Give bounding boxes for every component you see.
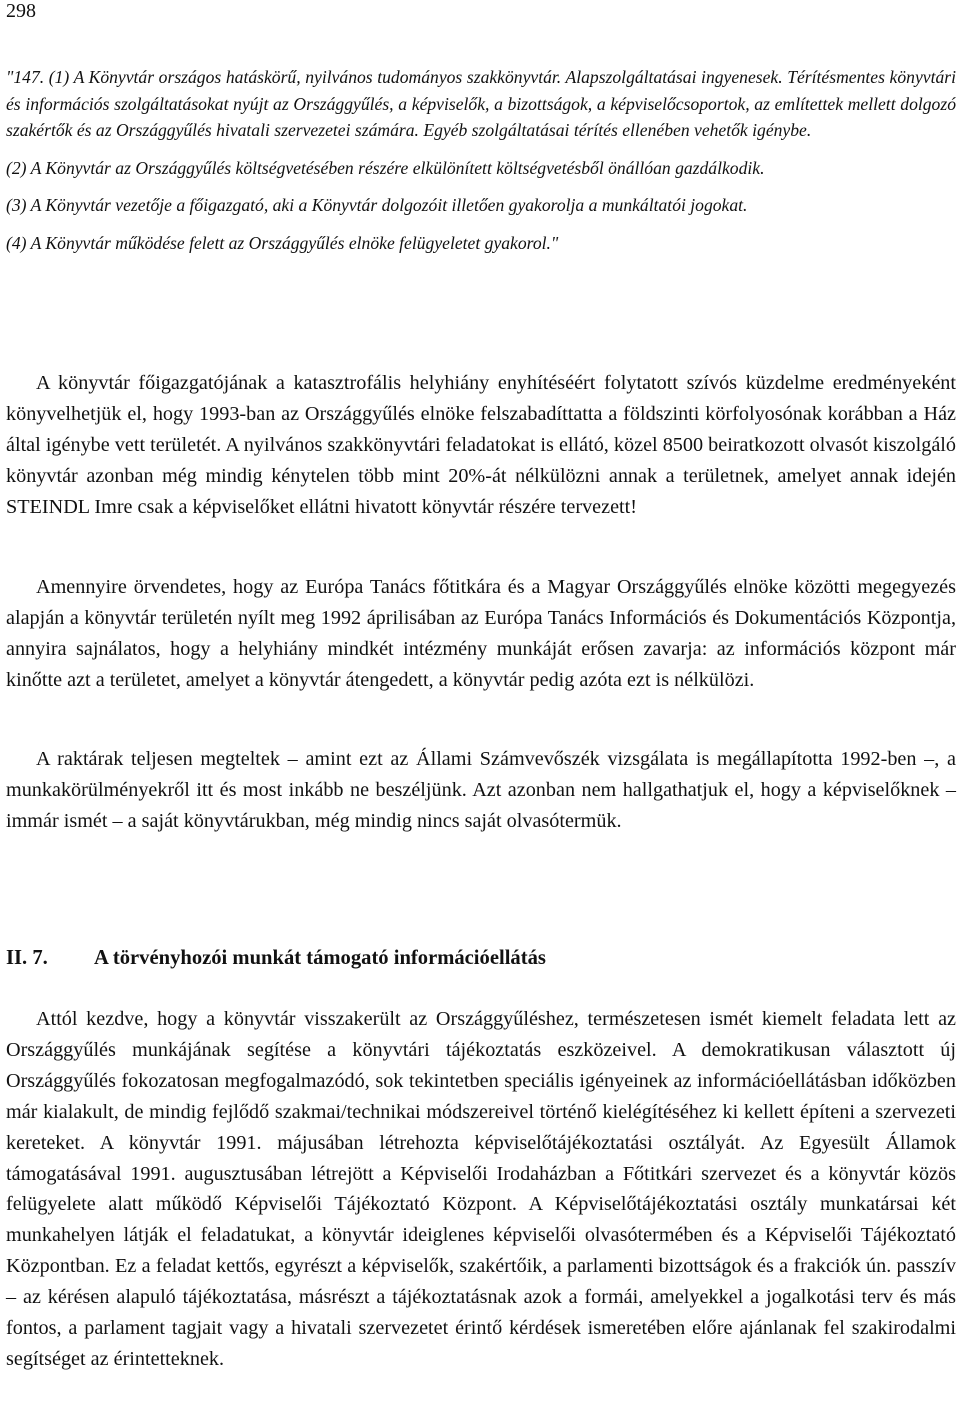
section-number: II. 7. — [6, 947, 48, 969]
quote-item-1: "147. (1) A Könyvtár országos hatáskörű, nyilvános tudományos szakkönyvtár. Alapszolgáltatásai ingyenesek. Térítésmentes könyvtári és információs szolgáltatásokat nyújt az Országgyűlés, a képviselők, a bizottságok, a képviselőcsoportok, az említettek mellett dolgozó szakértők és az Országgyűlés hivatali szervezetei számára. Egyéb szolgáltatásai térítés ellenében vehetők igénybe. — [6, 67, 956, 140]
paragraph-1: A könyvtár főigazgatójának a katasztrofális helyhiány enyhítéséért folytatott szívós küzdelme eredményeként könyvelhetjük el, hogy 1993-ban az Országgyűlés elnöke felszabadíttatta a földszinti körfolyosónak korábban a Ház által igénybe vett területét. A nyilvános szakkönyvtári feladatokat is ellátó, közel 8500 beiratkozott olvasót kiszolgáló könyvtár azonban még mindig kénytelen több mint 20%-át nélkülözni annak a területnek, amelyet annak idején STEINDL Imre csak a képviselőket ellátni hivatott könyvtár részére tervezett! — [6, 372, 956, 518]
section-heading — [6, 944, 546, 972]
paragraph-2: Amennyire örvendetes, hogy az Európa Tanács főtitkára és a Magyar Országgyűlés elnöke közötti megegyezés alapján a könyvtár területén nyílt meg 1992 áprilisában az Európa Tanács Információs és Dokumentációs Központja, annyira sajnálatos, hogy a helyhiány mindkét intézmény munkáját erősen zavarja: az információs központ már kinőtte azt a területet, amelyet a könyvtár átengedett, a könyvtár pedig azóta ezt is nélkülözi. — [6, 576, 956, 691]
quoted-law-text — [6, 64, 956, 256]
quote-item-4: (4) A Könyvtár működése felett az Országgyűlés elnöke felügyeletet gyakorol." — [6, 232, 559, 253]
page-number: 298 — [6, 0, 36, 22]
section-title: A törvényhozói munkát támogató információellátás — [94, 947, 546, 969]
quote-item-3: (3) A Könyvtár vezetője a főigazgató, aki a Könyvtár dolgozóit illetően gyakorolja a munkáltatói jogokat. — [6, 195, 748, 215]
paragraph-3: A raktárak teljesen megteltek – amint ezt az Állami Számvevőszék vizsgálata is megállapította 1992-ben –, a munkakörülményekről itt és most inkább ne beszéljünk. Azt azonban nem hallgathatjuk el, hogy a képviselőknek – immár ismét – a saját könyvtárukban, még mindig nincs saját olvasótermük. — [6, 748, 956, 832]
paragraph-4: Attól kezdve, hogy a könyvtár visszakerült az Országgyűléshez, természetesen ismét kiemelt feladata lett az Országgyűlés munkájának segítése a könyvtári tájékoztatás eszközeivel. A demokratikusan választott új Országgyűlés fokozatosan megfogalmazódó, sok tekintetben speciális igényeinek az információellátásban időközben már kialakult, de mindig fejlődő szakmai/technikai módszereivel történő kielégítéséhez ki kellett építeni a szervezeti kereteket. A könyvtár 1991. májusában létrehozta képviselőtájékoztatási osztályát. Az Egyesült Államok támogatásával 1991. augusztusában létrejött a Képviselői Irodaházban a Főtitkári szervezet és a könyvtár közös felügyelete alatt működő Képviselői Tájékoztató Központ. A Képviselőtájékoztatási osztály munkatársai két munkahelyen látják el feladatukat, a könyvtár ideiglenes képviselői olvasótermében és a Képviselői Tájékoztató Központban. Ez a feladat kettős, egyrészt a képviselők, szakértőik, a parlamenti bizottságok és a frakciók ún. passzív – az kérésen alapuló tájékoztatása, másrészt a tájékoztatásnak azok a formái, amelyekkel a jogalkotási terv és más fontos, a parlament tagjait vagy a hivatali szervezetet érintő kérdések ismeretében előre ajánlanak fel szakirodalmi segítséget az érintetteknek. — [6, 1008, 956, 1370]
quote-item-2: (2) A Könyvtár az Országgyűlés költségvetésében részére elkülönített költségvetésből önállóan gazdálkodik. — [6, 157, 765, 178]
